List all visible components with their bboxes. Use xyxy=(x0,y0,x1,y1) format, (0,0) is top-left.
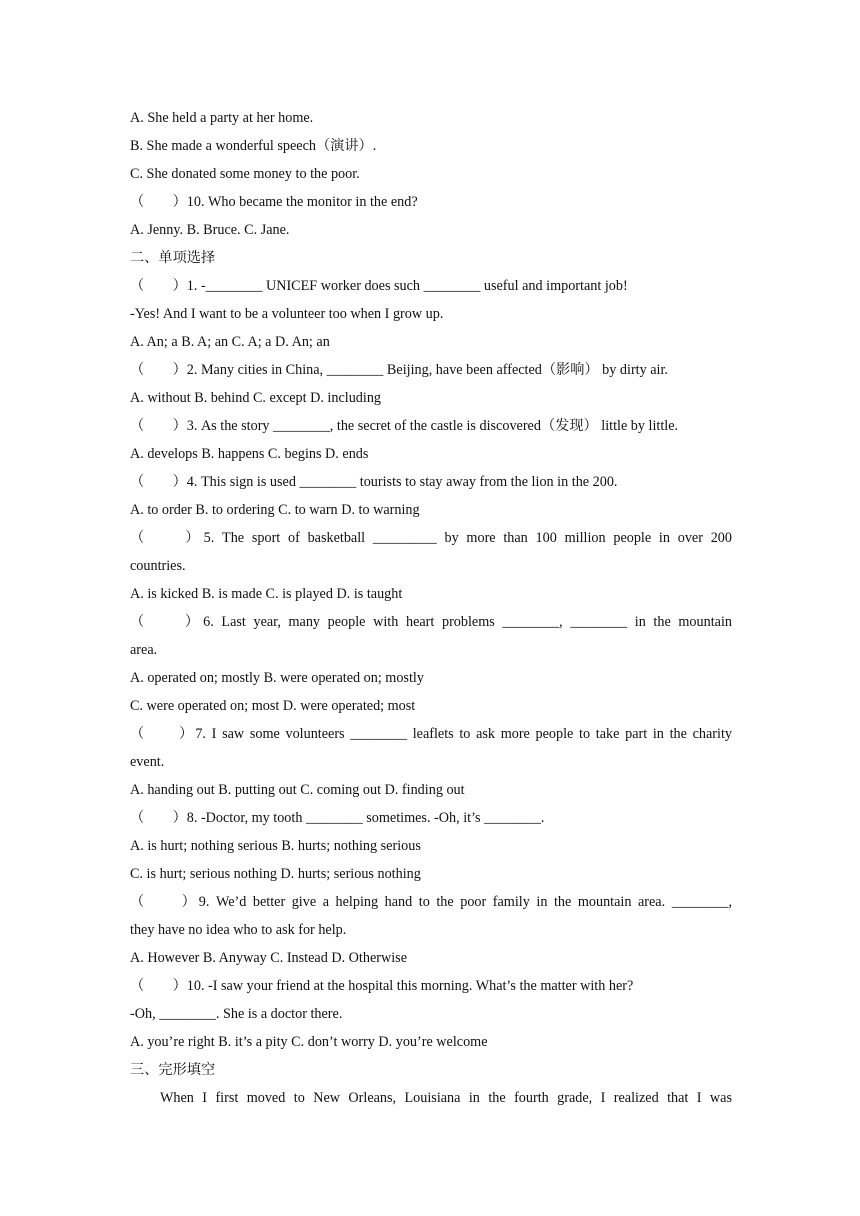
mc-question-5: （ ）5. The sport of basketball _________ by more than 100 million people in over 200 xyxy=(130,530,732,546)
answer-options-10: A. Jenny. B. Bruce. C. Jane. xyxy=(130,222,290,238)
mc-question-9-cont: they have no idea who to ask for help. xyxy=(130,922,347,938)
mc-question-5-cont: countries. xyxy=(130,558,186,574)
section-heading-cloze: 三、完形填空 xyxy=(130,1062,216,1078)
mc-options-5: A. is kicked B. is made C. is played D. is taught xyxy=(130,586,403,602)
mc-question-4: （ ）4. This sign is used ________ tourists to stay away from the lion in the 200. xyxy=(130,474,618,490)
mc-question-10-response: -Oh, ________. She is a doctor there. xyxy=(130,1006,343,1022)
mc-question-3: （ ）3. As the story ________, the secret of the castle is discovered（发现） little by little. xyxy=(130,418,679,434)
mc-question-10: （ ）10. -I saw your friend at the hospital this morning. What’s the matter with her? xyxy=(130,978,634,994)
mc-question-6: （ ）6. Last year, many people with heart problems ________, ________ in the mountain xyxy=(130,614,732,630)
answer-option-9b: B. She made a wonderful speech（演讲）. xyxy=(130,138,377,154)
mc-options-10: A. you’re right B. it’s a pity C. don’t worry D. you’re welcome xyxy=(130,1034,488,1050)
mc-options-8-ab: A. is hurt; nothing serious B. hurts; nothing serious xyxy=(130,838,421,854)
mc-question-6-cont: area. xyxy=(130,642,158,658)
mc-options-8-cd: C. is hurt; serious nothing D. hurts; serious nothing xyxy=(130,866,421,882)
question-10: （ ）10. Who became the monitor in the end? xyxy=(130,194,418,210)
mc-options-7: A. handing out B. putting out C. coming out D. finding out xyxy=(130,782,465,798)
mc-question-7-cont: event. xyxy=(130,754,165,770)
mc-options-6-ab: A. operated on; mostly B. were operated on; mostly xyxy=(130,670,424,686)
mc-question-7: （ ）7. I saw some volunteers ________ leaflets to ask more people to take part in the charity xyxy=(130,726,732,742)
section-heading-multiple-choice: 二、单项选择 xyxy=(130,250,216,266)
cloze-passage-first-line: When I first moved to New Orleans, Louisiana in the fourth grade, I realized that I was xyxy=(160,1090,732,1106)
mc-question-2: （ ）2. Many cities in China, ________ Beijing, have been affected（影响） by dirty air. xyxy=(130,362,668,378)
mc-options-9: A. However B. Anyway C. Instead D. Otherwise xyxy=(130,950,407,966)
mc-question-8: （ ）8. -Doctor, my tooth ________ sometimes. -Oh, it’s ________. xyxy=(130,810,545,826)
mc-options-1: A. An; a B. A; an C. A; a D. An; an xyxy=(130,334,330,350)
mc-options-3: A. develops B. happens C. begins D. ends xyxy=(130,446,369,462)
answer-option-9c: C. She donated some money to the poor. xyxy=(130,166,360,182)
mc-question-1-response: -Yes! And I want to be a volunteer too when I grow up. xyxy=(130,306,444,322)
mc-options-4: A. to order B. to ordering C. to warn D. to warning xyxy=(130,502,420,518)
mc-options-6-cd: C. were operated on; most D. were operated; most xyxy=(130,698,416,714)
mc-question-1: （ ）1. -________ UNICEF worker does such ________ useful and important job! xyxy=(130,278,628,294)
answer-option-9a: A. She held a party at her home. xyxy=(130,110,314,126)
mc-question-9: （ ）9. We’d better give a helping hand to the poor family in the mountain area. ________, xyxy=(130,894,732,910)
mc-options-2: A. without B. behind C. except D. including xyxy=(130,390,382,406)
